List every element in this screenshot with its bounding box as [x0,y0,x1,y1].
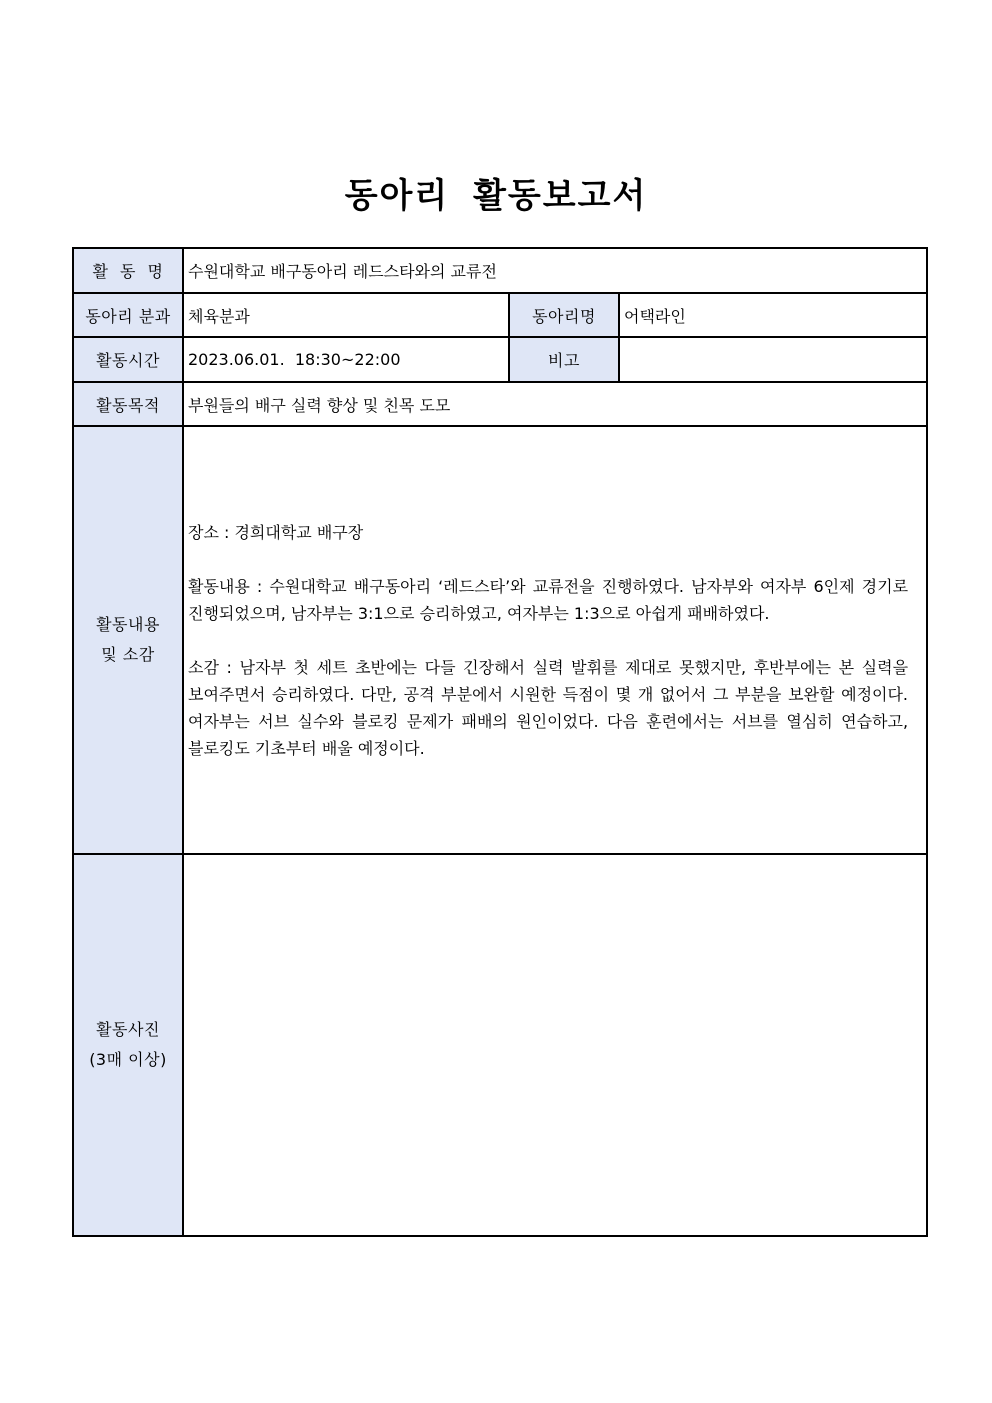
activity-photos-label [73,854,183,1236]
remarks-value [619,337,927,382]
activity-content-label-line1: 활동내용 [96,615,160,634]
activity-name-value: 수원대학교 배구동아리 레드스타와의 교류전 [183,248,927,293]
activity-content-label [73,426,183,854]
activity-impression-text: 소감 : 남자부 첫 세트 초반에는 다들 긴장해서 실력 발휘를 제대로 못했지만, 후반부에는 본 실력을 보여주면서 승리하였다. 다만, 공격 부분에서 시원한 득점이 몇 개 없어서 그 부분을 보완할 예정이다. 여자부는 서브 실수와 블로킹 문제가 패배의 원인이었다. 다음 훈련에서는 서브를 열심히 연습하고, 블로킹도 기초부터 배울 예정이다. [188,658,909,758]
activity-time-value: 2023.06.01. 18:30~22:00 [183,337,509,382]
activity-location-text: 장소 : 경희대학교 배구장 [188,523,364,542]
row-activity-purpose [73,382,927,426]
activity-photos-label-line2: (3매 이상) [89,1050,167,1069]
activity-purpose-label: 활동목적 [73,382,183,426]
activity-content-body [183,426,927,854]
activity-photos-area [183,854,927,1236]
activity-name-label: 활 동 명 [73,248,183,293]
activity-purpose-value: 부원들의 배구 실력 향상 및 친목 도모 [183,382,927,426]
row-activity-photos [73,854,927,1236]
document-title: 동아리 활동보고서 [344,176,648,216]
activity-content-label-line2: 및 소감 [101,645,155,664]
activity-time-label: 활동시간 [73,337,183,382]
club-name-value: 어택라인 [619,293,927,337]
club-division-label: 동아리 분과 [73,293,183,337]
club-name-label: 동아리명 [509,293,619,337]
activity-report-table [72,247,928,1237]
activity-description-text: 활동내용 : 수원대학교 배구동아리 ‘레드스타’와 교류전을 진행하였다. 남자부와 여자부 6인제 경기로 진행되었으며, 남자부는 3:1으로 승리하였고, 여자부는 1:3으로 아쉽게 패배하였다. [188,577,909,623]
activity-photos-label-line1: 활동사진 [96,1020,160,1039]
row-activity-name [73,248,927,293]
club-division-value: 체육분과 [183,293,509,337]
row-activity-time [73,337,927,382]
row-club-info [73,293,927,337]
row-activity-content [73,426,927,854]
remarks-label: 비고 [509,337,619,382]
